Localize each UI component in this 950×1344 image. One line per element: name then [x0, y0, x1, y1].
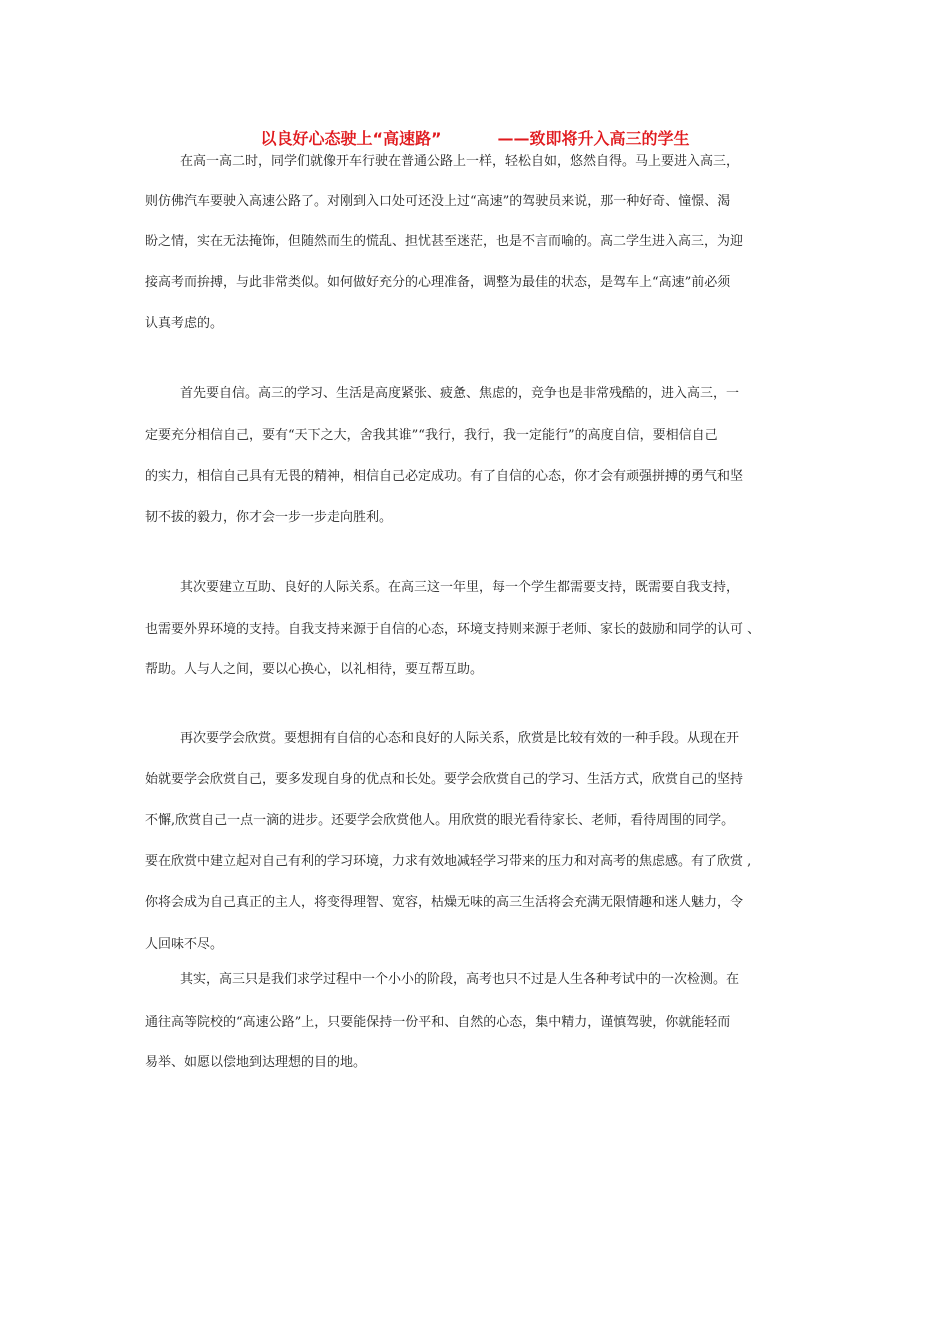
body-line: 则仿佛汽车要驶入高速公路了。对刚到入口处可还没上过“高速”的驾驶员来说，那一种好奇、憧憬、渴 [145, 194, 731, 209]
body-line: 首先要自信。高三的学习、生活是高度紧张、疲惫、焦虑的，竞争也是非常残酷的，进入高三，一 [180, 386, 740, 401]
body-line: 在高一高二时，同学们就像开车行驶在普通公路上一样，轻松自如，悠然自得。马上要进入高三， [180, 154, 740, 169]
body-line: 你将会成为自己真正的主人，将变得理智、宽容，枯燥无味的高三生活将会充满无限情趣和迷人魅力，令 [145, 895, 744, 910]
body-line: 再次要学会欣赏。要想拥有自信的心态和良好的人际关系，欣赏是比较有效的一种手段。从现在开 [180, 731, 740, 746]
title-main: 以良好心态驶上“高速路” [260, 129, 442, 148]
body-line: 人回味不尽。 [145, 937, 224, 952]
body-line: 的实力，相信自己具有无畏的精神，相信自己必定成功。有了自信的心态，你才会有顽强拼搏的勇气和坚 [145, 469, 744, 484]
body-line: 不懈,欣赏自己一点一滴的进步。还要学会欣赏他人。用欣赏的眼光看待家长、老师，看待周围的同学。 [145, 813, 735, 828]
document-title [0, 126, 950, 149]
body-line: 定要充分相信自己，要有“天下之大，舍我其谁”“我行，我行，我一定能行”的高度自信，要相信自己 [145, 428, 718, 443]
body-line: 要在欣赏中建立起对自己有利的学习环境，力求有效地减轻学习带来的压力和对高考的焦虑感。有了欣赏 , [145, 854, 752, 869]
body-line: 韧不拔的毅力，你才会一步一步走向胜利。 [145, 510, 393, 525]
body-line: 其实，高三只是我们求学过程中一个小小的阶段，高考也只不过是人生各种考试中的一次检测。在 [180, 972, 740, 987]
body-line: 始就要学会欣赏自己，要多发现自身的优点和长处。要学会欣赏自己的学习、生活方式，欣赏自己的坚持 [145, 772, 744, 787]
body-line: 帮助。人与人之间，要以心换心，以礼相待，要互帮互助。 [145, 662, 484, 677]
body-line: 易举、如愿以偿地到达理想的目的地。 [145, 1055, 367, 1070]
title-subtitle: ——致即将升入高三的学生 [497, 129, 690, 148]
body-line: 也需要外界环境的支持。自我支持来源于自信的心态，环境支持则来源于老师、家长的鼓励和同学的认可 、 [145, 622, 761, 637]
body-line: 通往高等院校的“高速公路”上，只要能保持一份平和、自然的心态，集中精力，谨慎驾驶，你就能轻而 [145, 1015, 731, 1030]
body-line: 认真考虑的。 [145, 316, 224, 331]
body-line: 盼之情，实在无法掩饰，但随然而生的慌乱、担忧甚至迷茫，也是不言而喻的。高二学生进入高三，为迎 [145, 234, 744, 249]
body-line: 接高考而拚搏，与此非常类似。如何做好充分的心理准备，调整为最佳的状态，是驾车上“高速”前必须 [145, 275, 731, 290]
body-line: 其次要建立互助、良好的人际关系。在高三这一年里，每一个学生都需要支持，既需要自我支持， [180, 580, 740, 595]
